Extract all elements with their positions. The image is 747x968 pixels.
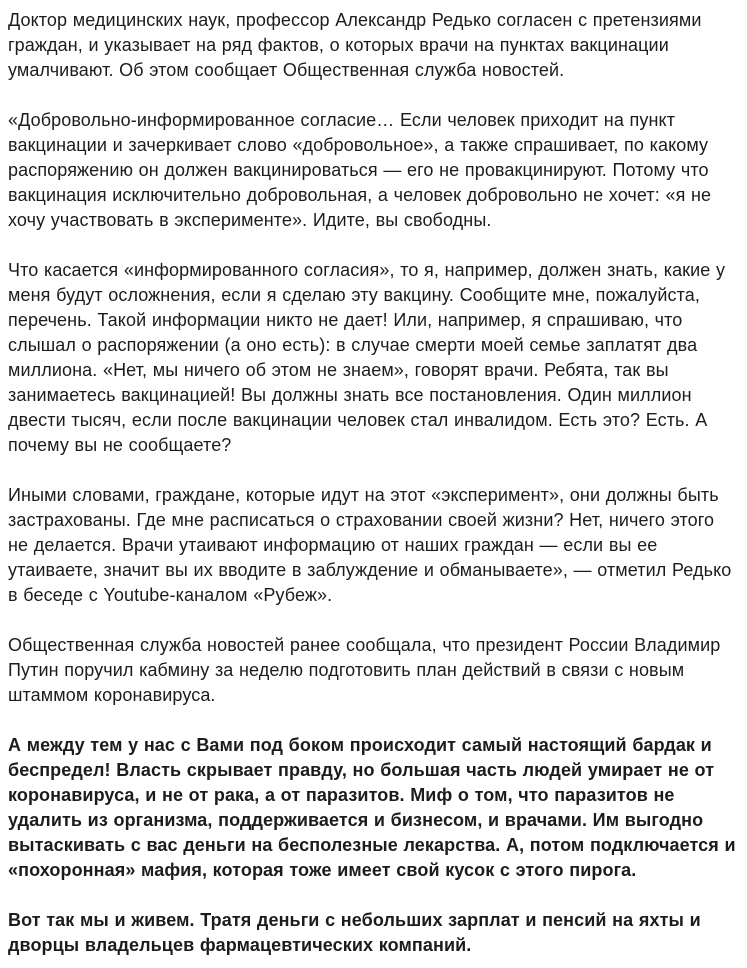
paragraph-quote-2: Что касается «информированного согласия», то я, например, должен знать, какие у меня будут осложнения, если я сделаю эту вакцину. Сообщите мне, пожалуйста, перечень. Такой информации никто не дает! Или, например, я спрашиваю, что слышал о распоряжении (а оно есть): в случае смерти моей семье заплатят два миллиона. «Нет, мы ничего об этом не знаем», говорят врачи. Ребята, так вы занимаетесь вакцинацией! Вы должны знать все постановления. Один миллион двести тысяч, если после вакцинации человек стал инвалидом. Есть это? Есть. А почему вы не сообщаете? [8, 260, 726, 455]
paragraph-bold-1: А между тем у нас с Вами под боком происходит самый настоящий бардак и беспредел! Власть скрывает правду, но большая часть людей умирает не от коронавируса, и не от рака, а от паразитов. Миф о том, что паразитов не удалить из организма, поддерживается и бизнесом, и врачами. Им выгодно вытаскивать с вас деньги на бесполезные лекарства. А, потом подключается и «похоронная» мафия, которая тоже имеет свой кусок с этого пирога. [8, 735, 736, 880]
paragraph-quote-1: «Добровольно-информированное согласие… Если человек приходит на пункт вакцинации и зачеркивает слово «добровольное», а также спрашивает, по какому распоряжению он должен вакцинироваться — его не провакцинируют. Потому что вакцинация исключительно добровольная, а человек добровольно не хочет: «я не хочу участвовать в эксперименте». Идите, вы свободны. [8, 110, 712, 230]
paragraph-context: Общественная служба новостей ранее сообщала, что президент России Владимир Путин поручил кабмину за неделю подготовить план действий в связи с новым штаммом коронавируса. [8, 635, 721, 705]
paragraph-intro: Доктор медицинских наук, профессор Александр Редько согласен с претензиями граждан, и указывает на ряд фактов, о которых врачи на пунктах вакцинации умалчивают. Об этом сообщает Общественная служба новостей. [8, 10, 702, 80]
paragraph-quote-3: Иными словами, граждане, которые идут на этот «эксперимент», они должны быть застрахованы. Где мне расписаться о страховании своей жизни? Нет, ничего этого не делается. Врачи утаивают информацию от наших граждан — если вы ее утаиваете, значит вы их вводите в заблуждение и обманываете», — отметил Редько в беседе с Youtube-каналом «Рубеж». [8, 485, 732, 605]
paragraph-bold-2: Вот так мы и живем. Тратя деньги с небольших зарплат и пенсий на яхты и дворцы владельцев фармацевтических компаний. [8, 910, 701, 955]
